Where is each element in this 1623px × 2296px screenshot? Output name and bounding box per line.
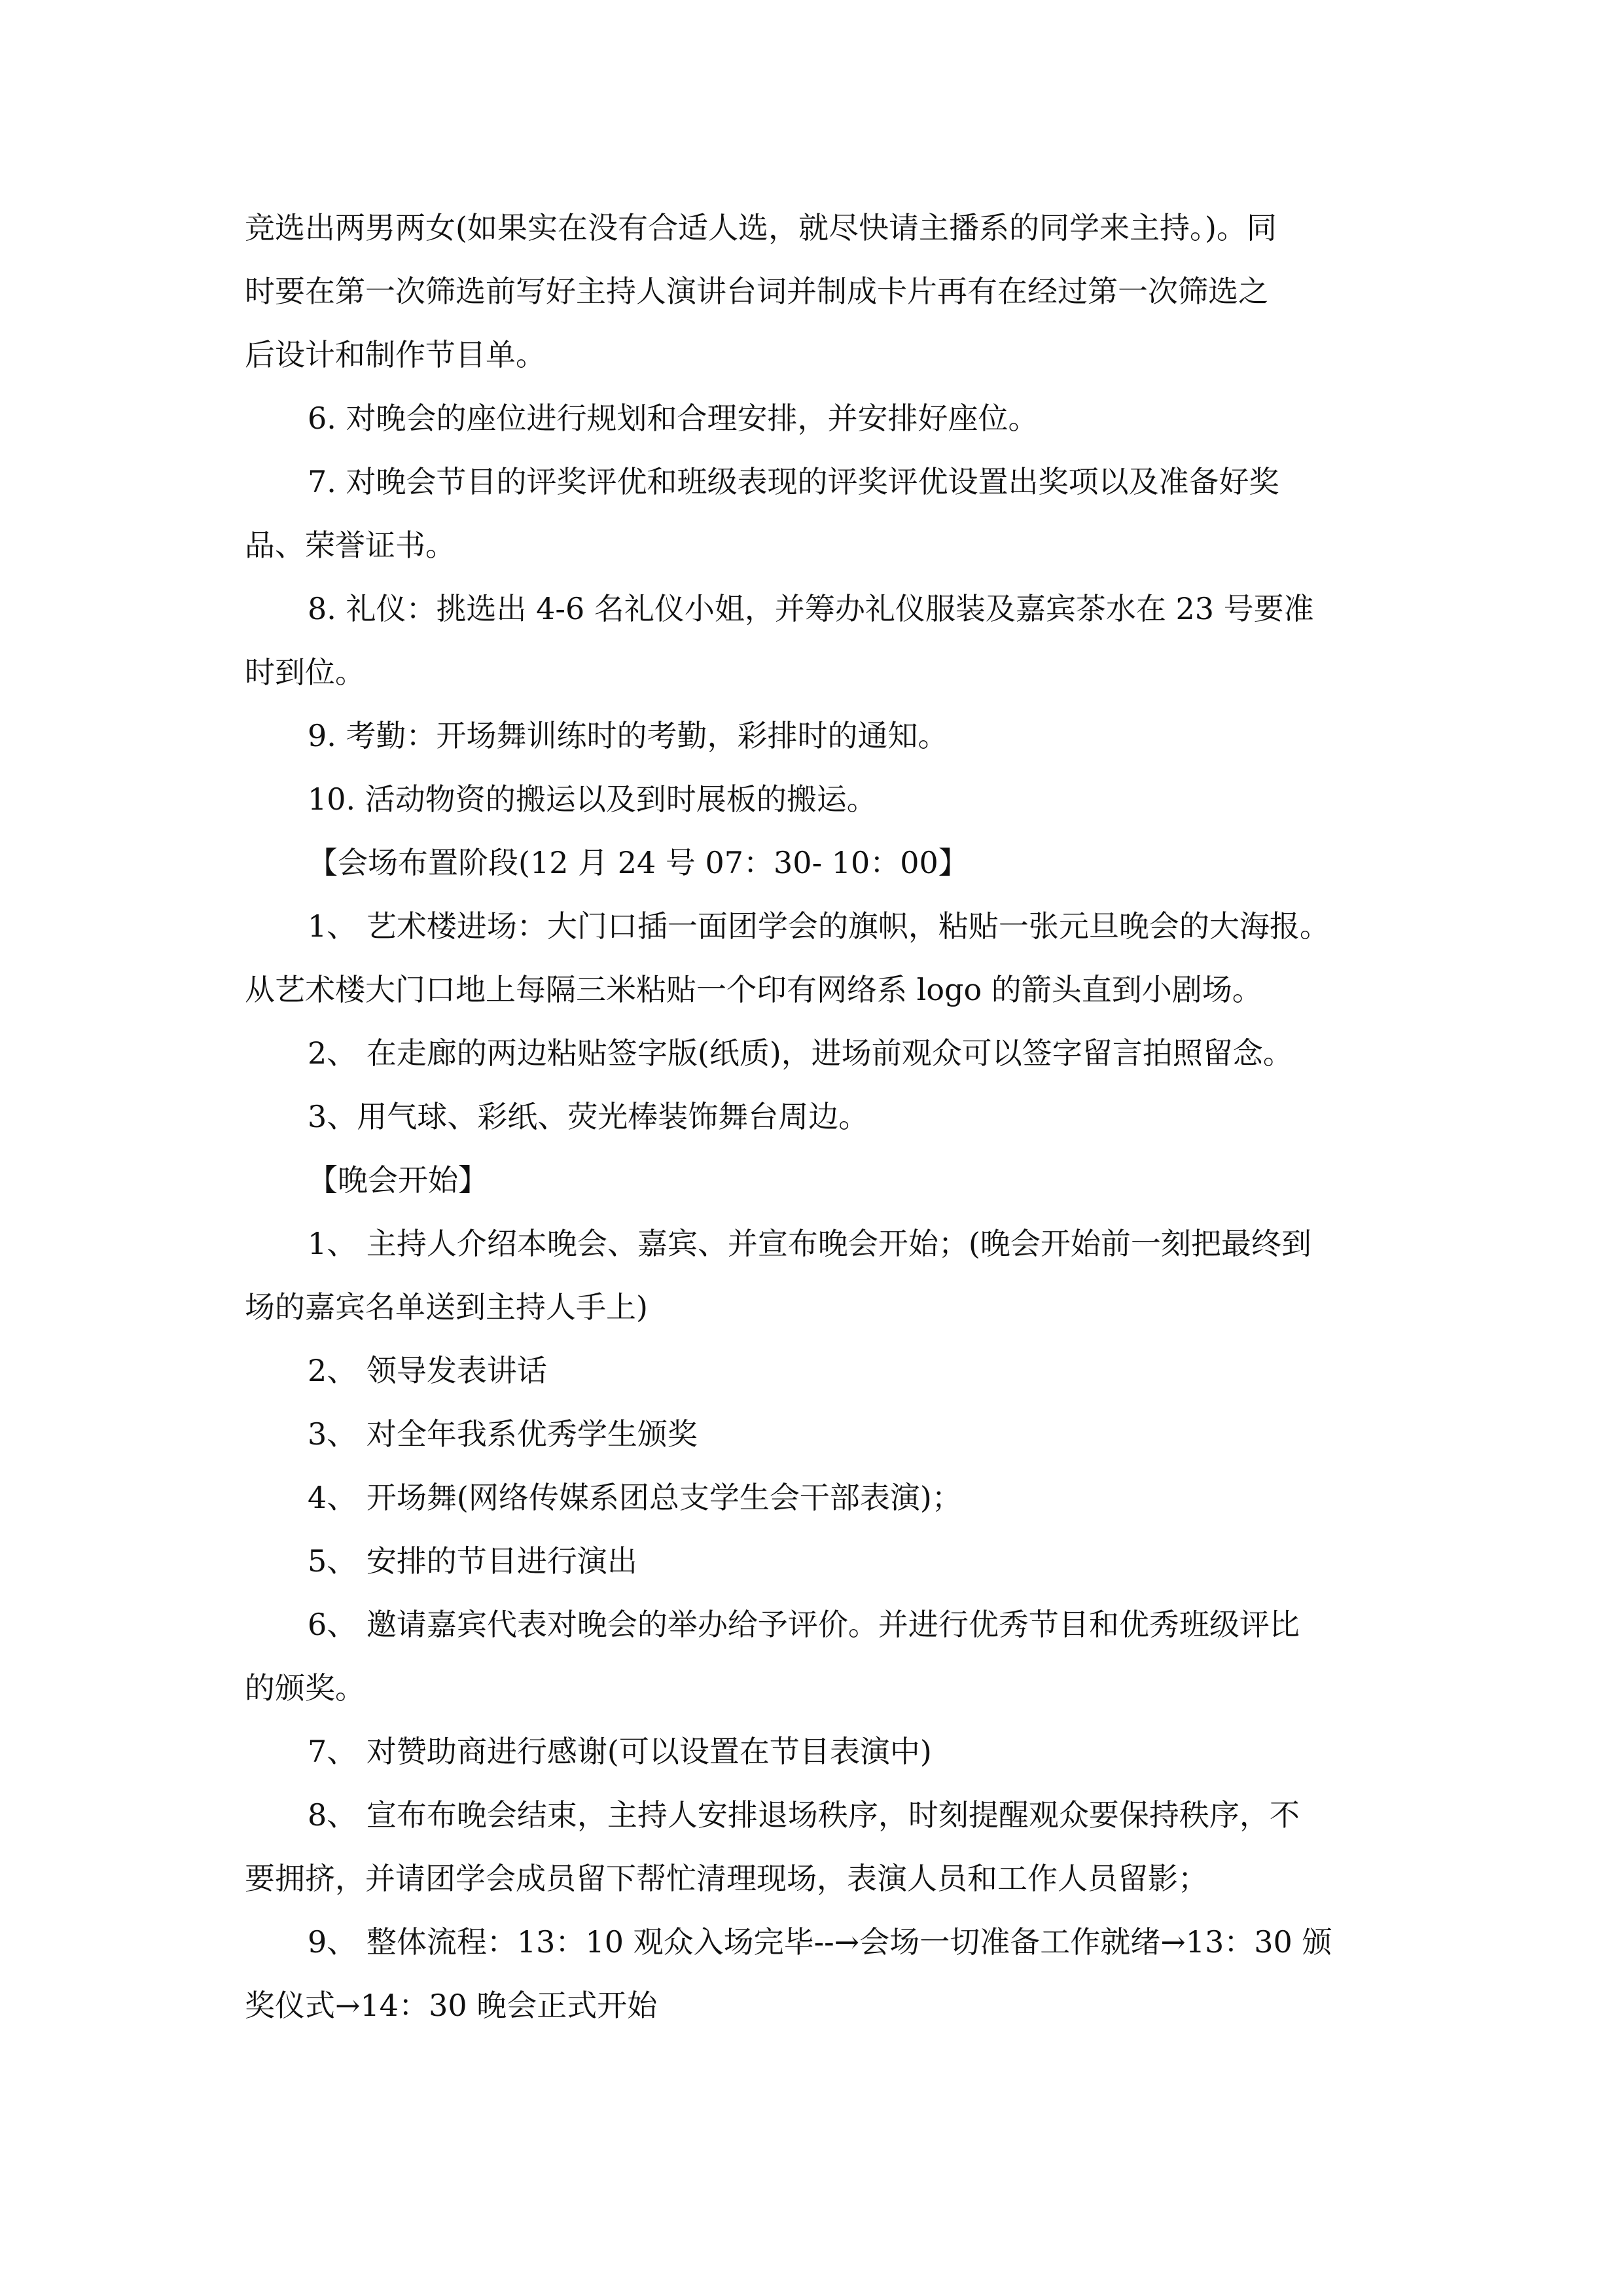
list-item-10: 10. 活动物资的搬运以及到时展板的搬运。 — [308, 781, 877, 817]
gala-item-7: 7、 对赞助商进行感谢(可以设置在节目表演中) — [308, 1734, 932, 1769]
venue-item-3: 3、用气球、彩纸、荧光棒装饰舞台周边。 — [308, 1099, 869, 1134]
list-item-8-cont: 时到位。 — [245, 655, 365, 690]
venue-item-1-cont: 从艺术楼大门口地上每隔三米粘贴一个印有网络系 logo 的箭头直到小剧场。 — [245, 972, 1262, 1007]
gala-item-6-cont: 的颁奖。 — [245, 1670, 365, 1706]
gala-item-4: 4、 开场舞(网络传媒系团总支学生会干部表演)； — [308, 1480, 962, 1515]
gala-item-2: 2、 领导发表讲话 — [308, 1353, 547, 1388]
paragraph-line: 时要在第一次筛选前写好主持人演讲台词并制成卡片再有在经过第一次筛选之 — [245, 274, 1268, 309]
section-heading-venue-setup: 【会场布置阶段(12 月 24 号 07：30- 10：00】 — [308, 845, 969, 880]
gala-item-5: 5、 安排的节目进行演出 — [308, 1543, 637, 1579]
document-body — [245, 196, 1397, 2037]
gala-item-1: 1、 主持人介绍本晚会、嘉宾、并宣布晚会开始；(晚会开始前一刻把最终到 — [308, 1226, 1311, 1261]
list-item-6: 6. 对晚会的座位进行规划和合理安排，并安排好座位。 — [308, 401, 1039, 436]
gala-item-8: 8、 宣布布晚会结束，主持人安排退场秩序，时刻提醒观众要保持秩序，不 — [308, 1797, 1300, 1833]
list-item-7-cont: 品、荣誉证书。 — [245, 528, 455, 563]
venue-item-2: 2、 在走廊的两边粘贴签字版(纸质)，进场前观众可以签字留言拍照留念。 — [308, 1035, 1293, 1071]
list-item-7: 7. 对晚会节目的评奖评优和班级表现的评奖评优设置出奖项以及准备好奖 — [308, 464, 1279, 499]
paragraph-line: 竞选出两男两女(如果实在没有合适人选，就尽快请主播系的同学来主持。)。同 — [245, 210, 1277, 245]
gala-item-1-cont: 场的嘉宾名单送到主持人手上) — [245, 1289, 648, 1325]
gala-item-6: 6、 邀请嘉宾代表对晚会的举办给予评价。并进行优秀节目和优秀班级评比 — [308, 1607, 1300, 1642]
list-item-9: 9. 考勤：开场舞训练时的考勤，彩排时的通知。 — [308, 718, 948, 753]
section-heading-gala-start: 【晚会开始】 — [308, 1162, 488, 1198]
list-item-8: 8. 礼仪：挑选出 4-6 名礼仪小姐，并筹办礼仪服装及嘉宾茶水在 23 号要准 — [308, 591, 1314, 626]
venue-item-1: 1、 艺术楼进场：大门口插一面团学会的旗帜，粘贴一张元旦晚会的大海报。 — [308, 908, 1330, 944]
gala-item-9: 9、 整体流程：13：10 观众入场完毕--→会场一切准备工作就绪→13：30 颁 — [308, 1924, 1332, 1960]
gala-item-8-cont: 要拥挤，并请团学会成员留下帮忙清理现场，表演人员和工作人员留影； — [245, 1861, 1208, 1896]
gala-item-9-cont: 奖仪式→14：30 晚会正式开始 — [245, 1988, 658, 2023]
gala-item-3: 3、 对全年我系优秀学生颁奖 — [308, 1416, 698, 1452]
paragraph-line: 后设计和制作节目单。 — [245, 337, 546, 372]
